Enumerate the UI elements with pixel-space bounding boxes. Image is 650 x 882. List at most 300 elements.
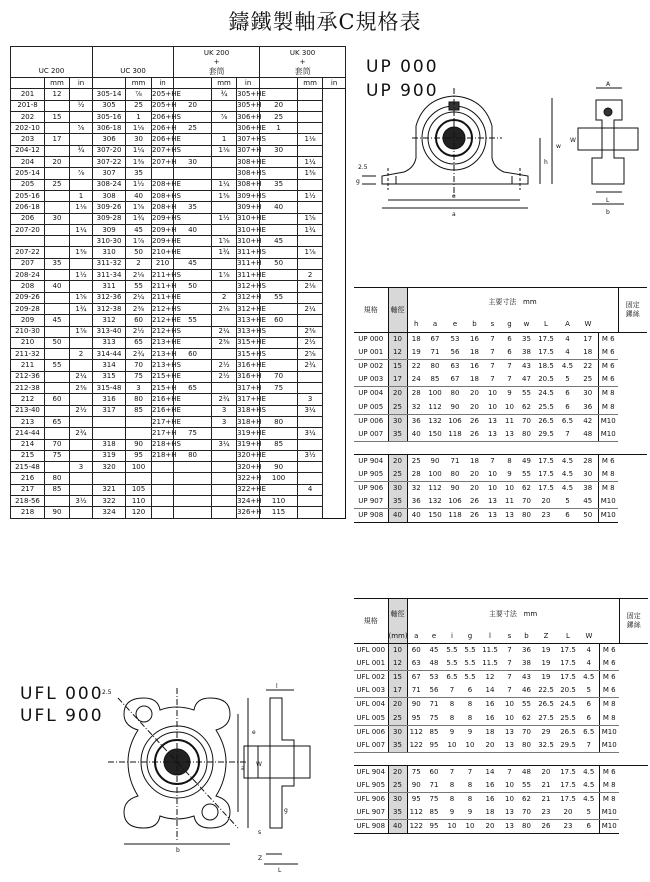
table-row: [11, 224, 346, 235]
table-cell: 60: [45, 394, 70, 405]
table-cell: UFL 904: [354, 765, 388, 779]
table-cell: [45, 462, 70, 473]
table-cell: 55: [174, 315, 212, 326]
table-cell: 212+HE: [152, 315, 174, 326]
table-cell: 48: [578, 428, 598, 442]
table-cell: [45, 383, 70, 394]
table-cell: 71: [407, 684, 425, 698]
table-cell: 22.5: [535, 684, 557, 698]
table-cell: 7: [490, 362, 495, 371]
table-cell: 315-48: [93, 383, 126, 394]
ufl-dim-Z: Z: [258, 855, 263, 862]
table-row: [11, 190, 346, 201]
table-row: [11, 303, 346, 314]
table-cell: 7: [579, 739, 599, 753]
table-cell: 15: [388, 360, 407, 374]
table-row: [11, 383, 346, 394]
table-cell: 20: [470, 483, 479, 492]
table-cell: 7: [507, 646, 512, 655]
table-cell: 9: [501, 468, 518, 482]
table-cell: 80: [126, 394, 152, 405]
table-cell: 7: [484, 373, 501, 387]
table-cell: 19: [541, 673, 551, 682]
table-cell: [174, 507, 212, 518]
table-cell: 55: [260, 292, 298, 303]
table-cell: 13: [501, 428, 518, 442]
table-row: [354, 468, 647, 482]
table-cell: [298, 258, 323, 269]
table-cell: [212, 428, 237, 439]
table-cell: 38: [583, 483, 593, 492]
up-bore-header: 軸徑: [388, 288, 407, 333]
table-cell: 4.5: [583, 767, 595, 776]
table-cell: 2½: [70, 405, 93, 416]
table-cell: 4.5: [561, 456, 574, 465]
table-cell: 309+H: [237, 202, 260, 213]
uk300-header-line2: +: [299, 57, 306, 66]
table-cell: 4: [565, 335, 570, 344]
table-cell: 1⅜: [126, 157, 152, 168]
table-cell: 5.5: [464, 646, 476, 655]
table-cell: 75: [126, 371, 152, 382]
table-cell: 70: [522, 727, 531, 736]
table-cell: 112: [407, 806, 425, 820]
table-cell: 30: [388, 725, 407, 739]
table-cell: 9: [467, 727, 473, 736]
table-cell: UP 001: [354, 346, 388, 360]
table-cell: 65: [126, 337, 152, 348]
table-cell: [152, 484, 174, 495]
table-cell: 312-36: [93, 292, 126, 303]
ufl-shaft: [244, 746, 310, 778]
ufl-col-header: L: [566, 631, 570, 640]
table-cell: 20: [45, 157, 70, 168]
table-row: [354, 509, 647, 523]
table-cell: 202: [11, 111, 45, 122]
unit-mm: mm: [298, 78, 323, 89]
table-cell: 75: [425, 711, 443, 725]
table-cell: 56: [445, 346, 465, 360]
table-cell: 30: [260, 145, 298, 156]
table-cell: 214-44: [11, 428, 45, 439]
table-cell: 20: [388, 765, 407, 779]
table-cell: 70: [518, 806, 535, 820]
table-row: [354, 644, 648, 658]
table-cell: 1¾: [70, 303, 93, 314]
ufl-fix-label: 固定: [626, 612, 641, 620]
table-cell: 30: [583, 389, 593, 398]
up-col-header: e: [452, 320, 458, 329]
table-cell: 49: [522, 456, 531, 465]
table-cell: 3: [212, 405, 237, 416]
table-cell: 3: [298, 394, 323, 405]
table-cell: 307+HS: [237, 134, 260, 145]
table-row: [11, 111, 346, 122]
table-cell: M 6: [599, 657, 619, 671]
table-cell: 212-38: [11, 383, 45, 394]
table-cell: 62: [522, 483, 531, 492]
up-900-label: UP 900: [366, 81, 439, 101]
table-cell: [212, 168, 237, 179]
table-cell: ⅞: [70, 168, 93, 179]
table-cell: 53: [429, 673, 439, 682]
table-cell: 35: [126, 168, 152, 179]
table-cell: 3½: [70, 495, 93, 506]
table-cell: 4: [586, 646, 591, 655]
table-cell: M10: [599, 725, 619, 739]
table-cell: 50: [260, 258, 298, 269]
table-cell: 25.5: [535, 400, 557, 414]
table-cell: 150: [425, 509, 445, 523]
table-cell: [212, 450, 237, 461]
table-cell: 309: [93, 224, 126, 235]
table-cell: 1⅛: [212, 145, 237, 156]
table-cell: 1½: [126, 179, 152, 190]
table-cell: 313-40: [93, 326, 126, 337]
uk200-header-line2: +: [213, 57, 220, 66]
table-cell: 90: [260, 462, 298, 473]
table-cell: ½: [70, 100, 93, 111]
table-cell: [45, 224, 70, 235]
table-cell: 305-14: [93, 89, 126, 100]
up-fix-header: [618, 288, 647, 333]
table-cell: 55: [518, 468, 535, 482]
table-cell: 95: [411, 794, 421, 803]
table-row: [354, 495, 647, 509]
table-cell: [298, 236, 323, 247]
unit-in: in: [152, 78, 174, 89]
table-cell: 55: [126, 281, 152, 292]
table-cell: 308: [93, 190, 126, 201]
table-cell: 40: [260, 202, 298, 213]
table-row: [354, 414, 647, 428]
up-dim-L: L: [606, 197, 610, 204]
table-cell: UFL 001: [354, 657, 388, 671]
table-cell: 43: [522, 673, 531, 682]
table-cell: 319: [93, 450, 126, 461]
table-cell: 309+HS: [237, 190, 260, 201]
table-cell: [70, 484, 93, 495]
table-cell: UFL 006: [354, 725, 388, 739]
table-cell: 70: [45, 439, 70, 450]
uc200-header: UC 200: [11, 47, 93, 78]
table-cell: 20: [260, 100, 298, 111]
table-cell: 209+HS: [152, 213, 174, 224]
table-cell: 32.5: [535, 739, 557, 753]
table-cell: 13: [484, 509, 501, 523]
table-cell: 43: [522, 362, 531, 371]
table-cell: [152, 462, 174, 473]
table-cell: UP 004: [354, 387, 388, 401]
table-cell: 70: [126, 360, 152, 371]
table-cell: 311: [93, 281, 126, 292]
table-cell: [174, 484, 212, 495]
table-cell: [45, 190, 70, 201]
uc-uk-spec-table: [10, 46, 346, 519]
table-cell: 1: [260, 123, 298, 134]
table-cell: 122: [407, 820, 425, 834]
table-cell: 1½: [70, 270, 93, 281]
table-cell: 310+HE: [237, 224, 260, 235]
table-cell: 55: [518, 779, 535, 793]
table-cell: 106: [445, 495, 465, 509]
table-cell: 210: [11, 337, 45, 348]
table-cell: [70, 157, 93, 168]
ufl-col-header: g: [467, 631, 473, 640]
table-cell: M10: [598, 428, 618, 442]
table-cell: 18: [465, 373, 484, 387]
table-cell: 7: [449, 767, 455, 776]
table-cell: 30: [388, 481, 407, 495]
up-dim-w: w: [556, 143, 561, 150]
table-cell: 322: [93, 495, 126, 506]
table-cell: M 6: [598, 360, 618, 374]
table-cell: 35: [45, 258, 70, 269]
table-cell: 47: [518, 373, 535, 387]
table-cell: [174, 462, 212, 473]
table-cell: 71: [450, 456, 460, 465]
table-cell: M 8: [598, 481, 618, 495]
table-cell: 17.5: [557, 657, 579, 671]
table-cell: 208-24: [11, 270, 45, 281]
table-cell: 2⅜: [126, 303, 152, 314]
table-cell: 6: [557, 509, 578, 523]
table-cell: [126, 416, 152, 427]
table-cell: 26: [465, 495, 484, 509]
table-row: [11, 405, 346, 416]
table-cell: 25: [45, 179, 70, 190]
table-cell: 215+HE: [152, 371, 174, 382]
table-row: [354, 765, 648, 779]
table-cell: 313+HS: [237, 326, 260, 337]
table-cell: [298, 462, 323, 473]
table-cell: 80: [518, 428, 535, 442]
table-cell: UFL 003: [354, 684, 388, 698]
table-cell: 40: [388, 509, 407, 523]
table-cell: 40: [407, 428, 425, 442]
table-cell: M 6: [599, 684, 619, 698]
table-cell: 30: [45, 213, 70, 224]
table-row: [354, 360, 647, 374]
table-cell: 7: [501, 657, 518, 671]
table-cell: 20: [465, 468, 484, 482]
table-cell: 23: [557, 820, 579, 834]
table-cell: 11: [505, 416, 514, 425]
table-cell: [70, 281, 93, 292]
table-cell: 23: [535, 806, 557, 820]
table-cell: [45, 202, 70, 213]
ufl-unit-label: mm: [523, 609, 538, 618]
table-row: [11, 258, 346, 269]
table-cell: [45, 292, 70, 303]
table-cell: 25: [126, 100, 152, 111]
table-cell: 311+HS: [237, 247, 260, 258]
table-cell: 211+H: [152, 281, 174, 292]
table-cell: 16: [479, 779, 501, 793]
table-cell: 5: [557, 495, 578, 509]
table-cell: 6.5: [583, 727, 595, 736]
table-cell: [70, 213, 93, 224]
table-cell: 4.5: [579, 779, 599, 793]
table-cell: 216+HE: [152, 405, 174, 416]
table-row: [354, 454, 647, 468]
table-cell: 5.5: [446, 646, 458, 655]
table-cell: M10: [598, 509, 618, 523]
table-cell: 95: [425, 739, 443, 753]
table-cell: 3½: [298, 450, 323, 461]
table-cell: 17.5: [557, 779, 579, 793]
up-col-header: g: [507, 320, 512, 329]
table-cell: 311-34: [93, 270, 126, 281]
table-cell: 1¼: [126, 145, 152, 156]
table-cell: 40: [45, 281, 70, 292]
unit-blank: [174, 78, 212, 89]
table-cell: 215+H: [152, 383, 174, 394]
table-cell: 2¼: [212, 326, 237, 337]
table-cell: 45: [45, 315, 70, 326]
table-cell: 305-16: [93, 111, 126, 122]
table-cell: 318: [93, 439, 126, 450]
table-cell: [212, 349, 237, 360]
up-col-header: s: [490, 320, 495, 329]
table-cell: UFL 002: [354, 671, 388, 685]
table-cell: 2¼: [70, 371, 93, 382]
table-cell: UP 007: [354, 428, 388, 442]
table-cell: 218+HS: [152, 439, 174, 450]
table-cell: [174, 168, 212, 179]
table-cell: 35: [388, 739, 407, 753]
table-cell: 80: [430, 362, 440, 371]
table-cell: 204-12: [11, 145, 45, 156]
table-cell: 316: [93, 394, 126, 405]
uk200-header-line1: UK 200: [203, 48, 230, 57]
table-row: [11, 416, 346, 427]
table-cell: 11.5: [482, 646, 498, 655]
unit-mm: mm: [212, 78, 237, 89]
up-dim-g: g: [356, 178, 360, 185]
table-cell: 10: [461, 820, 479, 834]
table-cell: [298, 495, 323, 506]
table-cell: 16: [485, 794, 495, 803]
table-cell: 206-18: [11, 202, 45, 213]
table-cell: 306+H: [237, 111, 260, 122]
table-cell: M 6: [599, 765, 619, 779]
ufl-900-label: UFL 900: [20, 706, 104, 726]
table-cell: 210: [152, 258, 174, 269]
table-cell: 3: [126, 383, 152, 394]
up-shaft: [578, 128, 638, 150]
table-cell: 75: [411, 767, 421, 776]
up-col-header: L: [544, 320, 548, 329]
table-row: [354, 806, 648, 820]
table-cell: 1⅝: [126, 202, 152, 213]
table-cell: UFL 908: [354, 820, 388, 834]
table-cell: [212, 281, 237, 292]
table-cell: 7: [507, 673, 512, 682]
table-cell: 308+H: [237, 179, 260, 190]
table-cell: 6: [586, 700, 591, 709]
table-cell: 216+HE: [152, 394, 174, 405]
table-cell: 11: [501, 495, 518, 509]
table-cell: [212, 383, 237, 394]
table-cell: ⅞: [212, 111, 237, 122]
table-cell: 212-36: [11, 371, 45, 382]
table-cell: UP 002: [354, 360, 388, 374]
table-cell: 18: [485, 727, 495, 736]
table-cell: 90: [45, 507, 70, 518]
table-row: [354, 657, 648, 671]
ufl-dim-s: s: [258, 829, 262, 836]
table-cell: 38: [518, 657, 535, 671]
table-cell: 2½: [212, 371, 237, 382]
up-dim-A: A: [606, 81, 611, 88]
ufl-col-header: l: [489, 631, 491, 640]
table-cell: UP 905: [354, 468, 388, 482]
table-cell: 63: [450, 362, 460, 371]
table-cell: [70, 315, 93, 326]
table-cell: M 8: [598, 468, 618, 482]
ufl-col-header: i: [451, 631, 453, 640]
table-row: [354, 739, 648, 753]
table-cell: 2¾: [126, 349, 152, 360]
table-cell: 4.5: [557, 468, 578, 482]
table-cell: 85: [45, 484, 70, 495]
table-cell: 45: [260, 236, 298, 247]
table-cell: [298, 89, 323, 100]
table-cell: 305+HE: [237, 89, 260, 100]
ufl-col-header: s: [507, 631, 512, 640]
table-row: [354, 387, 647, 401]
table-cell: 19: [407, 346, 425, 360]
table-cell: [45, 123, 70, 134]
table-cell: 311+HE: [237, 270, 260, 281]
table-cell: 203: [11, 134, 45, 145]
table-cell: 1⅛: [126, 123, 152, 134]
table-cell: 30: [388, 414, 407, 428]
table-cell: 45: [578, 495, 598, 509]
table-cell: 71: [425, 346, 445, 360]
table-cell: 313: [93, 337, 126, 348]
table-cell: 315: [93, 371, 126, 382]
unit-mm: mm: [45, 78, 70, 89]
up-spec-header: 規格: [354, 288, 388, 333]
table-cell: 10: [388, 333, 407, 347]
up-col-header: A: [565, 320, 570, 329]
table-row: [11, 326, 346, 337]
table-row: [354, 428, 647, 442]
table-cell: 12: [388, 346, 407, 360]
table-cell: 207+H: [152, 157, 174, 168]
up-fix-label2: 鏍絲: [625, 310, 640, 318]
table-cell: 36: [522, 646, 531, 655]
table-cell: 202-10: [11, 123, 45, 134]
table-cell: 214: [11, 439, 45, 450]
table-cell: [298, 202, 323, 213]
table-cell: 25: [388, 468, 407, 482]
table-cell: 17.5: [538, 335, 554, 344]
table-cell: 213+HE: [152, 337, 174, 348]
table-cell: 209-28: [11, 303, 45, 314]
table-cell: 25: [260, 111, 298, 122]
table-cell: 29.5: [557, 739, 579, 753]
table-row: [11, 315, 346, 326]
table-row: [354, 671, 648, 685]
table-cell: 320: [93, 462, 126, 473]
table-cell: 18: [470, 456, 479, 465]
table-cell: 48: [425, 657, 443, 671]
table-cell: 25: [578, 373, 598, 387]
ufl-fix-header: [619, 599, 648, 644]
